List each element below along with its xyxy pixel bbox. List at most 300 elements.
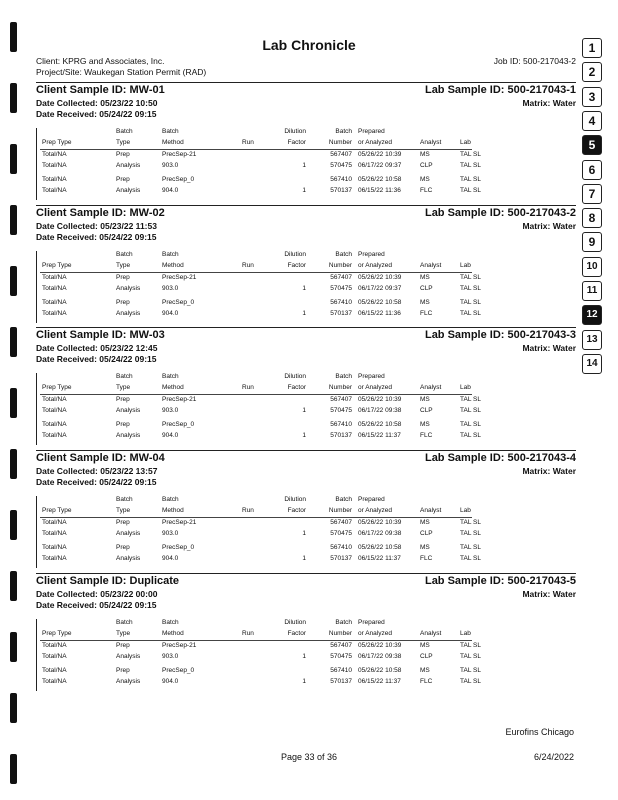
table-cell: Analysis — [116, 530, 141, 537]
column-header: Method — [162, 139, 184, 146]
table-cell: 1 — [302, 285, 306, 292]
page-title: Lab Chronicle — [262, 37, 356, 53]
table-cell: Total/NA — [42, 176, 67, 183]
column-header: Analyst — [420, 507, 442, 514]
sample-section — [36, 84, 576, 202]
column-header: Prep Type — [42, 139, 72, 146]
column-header: Lab — [460, 139, 471, 146]
table-cell: 06/15/22 11:37 — [358, 678, 401, 685]
column-header-top: Batch — [116, 619, 133, 626]
table-cell: TAL SL — [460, 544, 481, 551]
table-bracket — [36, 373, 37, 445]
lab-sample-id: Lab Sample ID: 500-217043-5 — [424, 575, 576, 587]
project-line: Project/Site: Waukegan Station Permit (RAD) — [36, 67, 207, 77]
table-bracket — [36, 128, 37, 200]
table-cell: 1 — [302, 555, 306, 562]
table-cell: TAL SL — [460, 667, 481, 674]
section-rule — [36, 205, 576, 206]
table-cell: TAL SL — [460, 678, 481, 685]
column-header: Type — [116, 139, 131, 146]
column-header: Run — [242, 507, 254, 514]
table-cell: 904.0 — [162, 187, 179, 194]
table-cell: 903.0 — [162, 162, 179, 169]
job-id: Job ID: 500-217043-2 — [493, 56, 576, 66]
table-cell: PrecSep-21 — [162, 274, 197, 281]
table-cell: 06/15/22 11:37 — [358, 432, 401, 439]
client-sample-id: Client Sample ID: MW-04 — [36, 452, 165, 464]
column-header: Factor — [287, 262, 306, 269]
section-tab-6[interactable]: 6 — [582, 160, 602, 180]
binder-hole — [10, 327, 17, 357]
column-header-top: Dilution — [284, 251, 306, 258]
table-cell: CLP — [420, 285, 433, 292]
section-rule — [36, 573, 576, 574]
table-cell: Prep — [116, 274, 130, 281]
table-cell: MS — [420, 667, 430, 674]
table-cell: 06/17/22 09:37 — [358, 162, 402, 169]
table-cell: TAL SL — [460, 274, 481, 281]
table-cell: FLC — [420, 678, 433, 685]
table-cell: Analysis — [116, 653, 141, 660]
section-rule — [36, 327, 576, 328]
column-header-top: Batch — [162, 251, 179, 258]
column-header: Type — [116, 507, 131, 514]
table-cell: 06/17/22 09:38 — [358, 653, 402, 660]
table-cell: 570475 — [330, 653, 352, 660]
sample-section — [36, 575, 576, 693]
column-header: Method — [162, 262, 184, 269]
table-cell: 06/15/22 11:36 — [358, 310, 401, 317]
section-tab-9[interactable]: 9 — [582, 232, 602, 252]
matrix: Matrix: Water — [522, 98, 576, 108]
table-cell: Analysis — [116, 432, 141, 439]
column-header: Lab — [460, 384, 471, 391]
table-cell: 570137 — [330, 432, 352, 439]
table-cell: 567410 — [330, 299, 352, 306]
table-cell: CLP — [420, 530, 433, 537]
column-header: or Analyzed — [358, 384, 392, 391]
column-header: Analyst — [420, 262, 442, 269]
table-cell: PrecSep_0 — [162, 176, 195, 183]
table-cell: TAL SL — [460, 285, 481, 292]
table-cell: 1 — [302, 187, 306, 194]
binder-hole — [10, 571, 17, 601]
table-cell: Total/NA — [42, 432, 67, 439]
column-header: Type — [116, 262, 131, 269]
column-header-top: Batch — [162, 373, 179, 380]
table-cell: 1 — [302, 678, 306, 685]
table-cell: 05/26/22 10:39 — [358, 642, 402, 649]
binder-hole — [10, 83, 17, 113]
column-header: or Analyzed — [358, 139, 392, 146]
table-cell: TAL SL — [460, 162, 481, 169]
table-cell: PrecSep-21 — [162, 151, 197, 158]
date-received: Date Received: 05/24/22 09:15 — [36, 477, 157, 487]
date-received: Date Received: 05/24/22 09:15 — [36, 600, 157, 610]
table-cell: Total/NA — [42, 519, 67, 526]
table-cell: Prep — [116, 421, 130, 428]
column-header: Lab — [460, 262, 471, 269]
table-cell: PrecSep_0 — [162, 544, 195, 551]
table-cell: PrecSep_0 — [162, 421, 195, 428]
column-header: or Analyzed — [358, 507, 392, 514]
column-header: Number — [328, 262, 352, 269]
table-cell: Total/NA — [42, 642, 67, 649]
table-cell: MS — [420, 642, 430, 649]
binder-hole — [10, 449, 17, 479]
header-rule — [40, 640, 472, 641]
table-cell: Total/NA — [42, 285, 67, 292]
table-cell: 1 — [302, 310, 306, 317]
column-header: Number — [328, 139, 352, 146]
column-header: Number — [328, 384, 352, 391]
table-cell: 567407 — [330, 642, 352, 649]
table-cell: Prep — [116, 642, 130, 649]
lab-sample-id: Lab Sample ID: 500-217043-4 — [424, 452, 576, 464]
chronicle-table — [36, 128, 576, 202]
table-cell: Analysis — [116, 162, 141, 169]
section-tab-13[interactable]: 13 — [582, 330, 602, 350]
table-cell: Total/NA — [42, 530, 67, 537]
column-header: Factor — [287, 630, 306, 637]
table-cell: TAL SL — [460, 642, 481, 649]
column-header-top: Prepared — [358, 251, 385, 258]
column-header: Run — [242, 139, 254, 146]
table-cell: Total/NA — [42, 667, 67, 674]
column-header: Factor — [287, 384, 306, 391]
table-cell: 567407 — [330, 519, 352, 526]
table-cell: Prep — [116, 667, 130, 674]
table-cell: 903.0 — [162, 530, 179, 537]
table-cell: 05/26/22 10:58 — [358, 299, 402, 306]
column-header-top: Dilution — [284, 373, 306, 380]
column-header: Prep Type — [42, 630, 72, 637]
table-cell: TAL SL — [460, 653, 481, 660]
table-cell: 570475 — [330, 407, 352, 414]
table-cell: Total/NA — [42, 187, 67, 194]
table-cell: TAL SL — [460, 310, 481, 317]
column-header: Run — [242, 630, 254, 637]
table-cell: 1 — [302, 530, 306, 537]
table-cell: 903.0 — [162, 407, 179, 414]
section-tab-1[interactable]: 1 — [582, 38, 602, 58]
column-header-top: Batch — [116, 373, 133, 380]
column-header: Prep Type — [42, 507, 72, 514]
column-header-top: Batch — [335, 128, 352, 135]
table-cell: 903.0 — [162, 653, 179, 660]
section-tab-3[interactable]: 3 — [582, 87, 602, 107]
section-tab-4[interactable]: 4 — [582, 111, 602, 131]
table-cell: 06/15/22 11:37 — [358, 555, 401, 562]
table-cell: 1 — [302, 653, 306, 660]
binder-hole — [10, 754, 17, 784]
table-cell: 570475 — [330, 530, 352, 537]
table-cell: TAL SL — [460, 151, 481, 158]
column-header: Analyst — [420, 384, 442, 391]
client-sample-id: Client Sample ID: Duplicate — [36, 575, 180, 587]
footer-company: Eurofins Chicago — [505, 727, 574, 737]
column-header-top: Prepared — [358, 496, 385, 503]
table-cell: MS — [420, 519, 430, 526]
table-cell: 567407 — [330, 274, 352, 281]
table-cell: FLC — [420, 187, 433, 194]
column-header-top: Batch — [116, 496, 133, 503]
column-header-top: Batch — [335, 251, 352, 258]
table-cell: PrecSep-21 — [162, 642, 197, 649]
table-cell: 903.0 — [162, 285, 179, 292]
client-sample-id: Client Sample ID: MW-02 — [36, 207, 165, 219]
date-collected: Date Collected: 05/23/22 12:45 — [36, 343, 158, 353]
table-cell: Prep — [116, 544, 130, 551]
column-header: Factor — [287, 139, 306, 146]
table-cell: 06/15/22 11:36 — [358, 187, 401, 194]
date-received: Date Received: 05/24/22 09:15 — [36, 232, 157, 242]
column-header: Analyst — [420, 139, 442, 146]
matrix: Matrix: Water — [522, 221, 576, 231]
table-cell: Analysis — [116, 407, 141, 414]
table-cell: MS — [420, 151, 430, 158]
table-cell: 904.0 — [162, 432, 179, 439]
sample-section — [36, 329, 576, 447]
table-cell: 1 — [302, 432, 306, 439]
column-header: Run — [242, 384, 254, 391]
table-bracket — [36, 619, 37, 691]
binder-hole — [10, 632, 17, 662]
binder-hole — [10, 205, 17, 235]
table-cell: Total/NA — [42, 151, 67, 158]
column-header-top: Batch — [162, 619, 179, 626]
table-cell: Analysis — [116, 285, 141, 292]
date-received: Date Received: 05/24/22 09:15 — [36, 354, 157, 364]
table-cell: 05/26/22 10:39 — [358, 274, 402, 281]
table-cell: Total/NA — [42, 653, 67, 660]
table-cell: 06/17/22 09:38 — [358, 530, 402, 537]
table-cell: 567407 — [330, 151, 352, 158]
section-rule — [36, 450, 576, 451]
table-cell: TAL SL — [460, 555, 481, 562]
binder-hole — [10, 693, 17, 723]
table-cell: 1 — [302, 407, 306, 414]
table-cell: Analysis — [116, 187, 141, 194]
table-cell: Prep — [116, 519, 130, 526]
table-cell: 05/26/22 10:58 — [358, 176, 402, 183]
column-header: Factor — [287, 507, 306, 514]
table-cell: MS — [420, 274, 430, 281]
table-cell: 570475 — [330, 162, 352, 169]
chronicle-table — [36, 496, 576, 570]
header-rule — [40, 394, 472, 395]
column-header: Number — [328, 630, 352, 637]
column-header-top: Batch — [162, 496, 179, 503]
table-cell: PrecSep-21 — [162, 396, 197, 403]
table-cell: Prep — [116, 396, 130, 403]
table-cell: 05/26/22 10:58 — [358, 544, 402, 551]
column-header-top: Batch — [162, 128, 179, 135]
matrix: Matrix: Water — [522, 343, 576, 353]
column-header-top: Batch — [116, 128, 133, 135]
table-cell: MS — [420, 299, 430, 306]
binder-hole — [10, 144, 17, 174]
table-cell: 570137 — [330, 187, 352, 194]
table-bracket — [36, 496, 37, 568]
section-tab-10[interactable]: 10 — [582, 257, 602, 277]
column-header: Lab — [460, 507, 471, 514]
table-cell: 567407 — [330, 396, 352, 403]
column-header-top: Dilution — [284, 496, 306, 503]
table-cell: 570137 — [330, 555, 352, 562]
table-cell: MS — [420, 396, 430, 403]
lab-sample-id: Lab Sample ID: 500-217043-3 — [424, 329, 576, 341]
table-cell: TAL SL — [460, 407, 481, 414]
table-cell: FLC — [420, 310, 433, 317]
table-cell: Total/NA — [42, 299, 67, 306]
table-cell: Total/NA — [42, 407, 67, 414]
table-cell: 05/26/22 10:58 — [358, 421, 402, 428]
table-cell: MS — [420, 176, 430, 183]
table-cell: PrecSep_0 — [162, 667, 195, 674]
chronicle-table — [36, 251, 576, 325]
column-header: Method — [162, 507, 184, 514]
column-header: Lab — [460, 630, 471, 637]
column-header: Analyst — [420, 630, 442, 637]
binder-hole — [10, 388, 17, 418]
table-cell: 904.0 — [162, 678, 179, 685]
date-collected: Date Collected: 05/23/22 00:00 — [36, 589, 158, 599]
client-sample-id: Client Sample ID: MW-03 — [36, 329, 165, 341]
table-cell: 570137 — [330, 310, 352, 317]
section-tab-14[interactable]: 14 — [582, 354, 602, 374]
table-cell: Total/NA — [42, 396, 67, 403]
table-cell: MS — [420, 544, 430, 551]
table-cell: Total/NA — [42, 544, 67, 551]
binder-hole — [10, 266, 17, 296]
section-tab-8[interactable]: 8 — [582, 208, 602, 228]
table-cell: TAL SL — [460, 432, 481, 439]
table-cell: Prep — [116, 299, 130, 306]
column-header-top: Dilution — [284, 128, 306, 135]
column-header: Method — [162, 384, 184, 391]
table-cell: TAL SL — [460, 530, 481, 537]
table-cell: Total/NA — [42, 421, 67, 428]
table-cell: Total/NA — [42, 274, 67, 281]
column-header-top: Dilution — [284, 619, 306, 626]
footer-page: Page 33 of 36 — [280, 752, 338, 762]
table-cell: TAL SL — [460, 519, 481, 526]
table-cell: FLC — [420, 555, 433, 562]
table-cell: TAL SL — [460, 176, 481, 183]
column-header-top: Prepared — [358, 619, 385, 626]
date-collected: Date Collected: 05/23/22 13:57 — [36, 466, 158, 476]
sample-section — [36, 207, 576, 325]
chronicle-table — [36, 619, 576, 693]
table-cell: CLP — [420, 407, 433, 414]
table-cell: 904.0 — [162, 555, 179, 562]
table-cell: Prep — [116, 151, 130, 158]
column-header-top: Batch — [116, 251, 133, 258]
table-cell: Total/NA — [42, 555, 67, 562]
table-cell: 1 — [302, 162, 306, 169]
table-cell: PrecSep-21 — [162, 519, 197, 526]
column-header: or Analyzed — [358, 262, 392, 269]
header-rule — [40, 517, 472, 518]
header-rule — [40, 149, 472, 150]
section-tab-12[interactable]: 12 — [582, 305, 602, 325]
table-cell: 904.0 — [162, 310, 179, 317]
table-cell: TAL SL — [460, 396, 481, 403]
section-tab-5[interactable]: 5 — [582, 135, 602, 155]
column-header-top: Prepared — [358, 128, 385, 135]
column-header: Method — [162, 630, 184, 637]
table-cell: Analysis — [116, 678, 141, 685]
table-cell: 05/26/22 10:58 — [358, 667, 402, 674]
column-header: Type — [116, 630, 131, 637]
table-cell: 06/17/22 09:37 — [358, 285, 402, 292]
table-cell: 567410 — [330, 421, 352, 428]
section-rule — [36, 82, 576, 83]
header-rule — [40, 272, 472, 273]
chronicle-table — [36, 373, 576, 447]
table-cell: Total/NA — [42, 678, 67, 685]
sample-section — [36, 452, 576, 570]
table-cell: Analysis — [116, 310, 141, 317]
table-cell: 567410 — [330, 667, 352, 674]
column-header: or Analyzed — [358, 630, 392, 637]
table-cell: 570137 — [330, 678, 352, 685]
table-cell: Total/NA — [42, 310, 67, 317]
table-cell: 05/26/22 10:39 — [358, 519, 402, 526]
matrix: Matrix: Water — [522, 466, 576, 476]
table-cell: FLC — [420, 432, 433, 439]
column-header-top: Batch — [335, 373, 352, 380]
column-header: Prep Type — [42, 262, 72, 269]
date-collected: Date Collected: 05/23/22 10:50 — [36, 98, 158, 108]
column-header: Run — [242, 262, 254, 269]
lab-sample-id: Lab Sample ID: 500-217043-1 — [424, 84, 576, 96]
table-cell: CLP — [420, 653, 433, 660]
client-sample-id: Client Sample ID: MW-01 — [36, 84, 165, 96]
date-received: Date Received: 05/24/22 09:15 — [36, 109, 157, 119]
column-header: Type — [116, 384, 131, 391]
table-cell: MS — [420, 421, 430, 428]
table-cell: TAL SL — [460, 299, 481, 306]
column-header-top: Batch — [335, 496, 352, 503]
table-cell: 06/17/22 09:38 — [358, 407, 402, 414]
section-tab-7[interactable]: 7 — [582, 184, 602, 204]
table-cell: Analysis — [116, 555, 141, 562]
footer-date: 6/24/2022 — [533, 752, 574, 762]
column-header-top: Batch — [335, 619, 352, 626]
table-cell: PrecSep_0 — [162, 299, 195, 306]
binder-hole — [10, 510, 17, 540]
table-cell: 05/26/22 10:39 — [358, 151, 402, 158]
client-line: Client: KPRG and Associates, Inc. — [36, 56, 165, 66]
section-tab-11[interactable]: 11 — [582, 281, 602, 301]
section-tab-2[interactable]: 2 — [582, 62, 602, 82]
table-cell: TAL SL — [460, 187, 481, 194]
table-cell: 570475 — [330, 285, 352, 292]
lab-sample-id: Lab Sample ID: 500-217043-2 — [424, 207, 576, 219]
date-collected: Date Collected: 05/23/22 11:53 — [36, 221, 157, 231]
table-cell: CLP — [420, 162, 433, 169]
table-cell: 05/26/22 10:39 — [358, 396, 402, 403]
column-header: Prep Type — [42, 384, 72, 391]
binder-hole — [10, 22, 17, 52]
table-cell: Prep — [116, 176, 130, 183]
matrix: Matrix: Water — [522, 589, 576, 599]
table-cell: 567410 — [330, 176, 352, 183]
table-bracket — [36, 251, 37, 323]
table-cell: 567410 — [330, 544, 352, 551]
